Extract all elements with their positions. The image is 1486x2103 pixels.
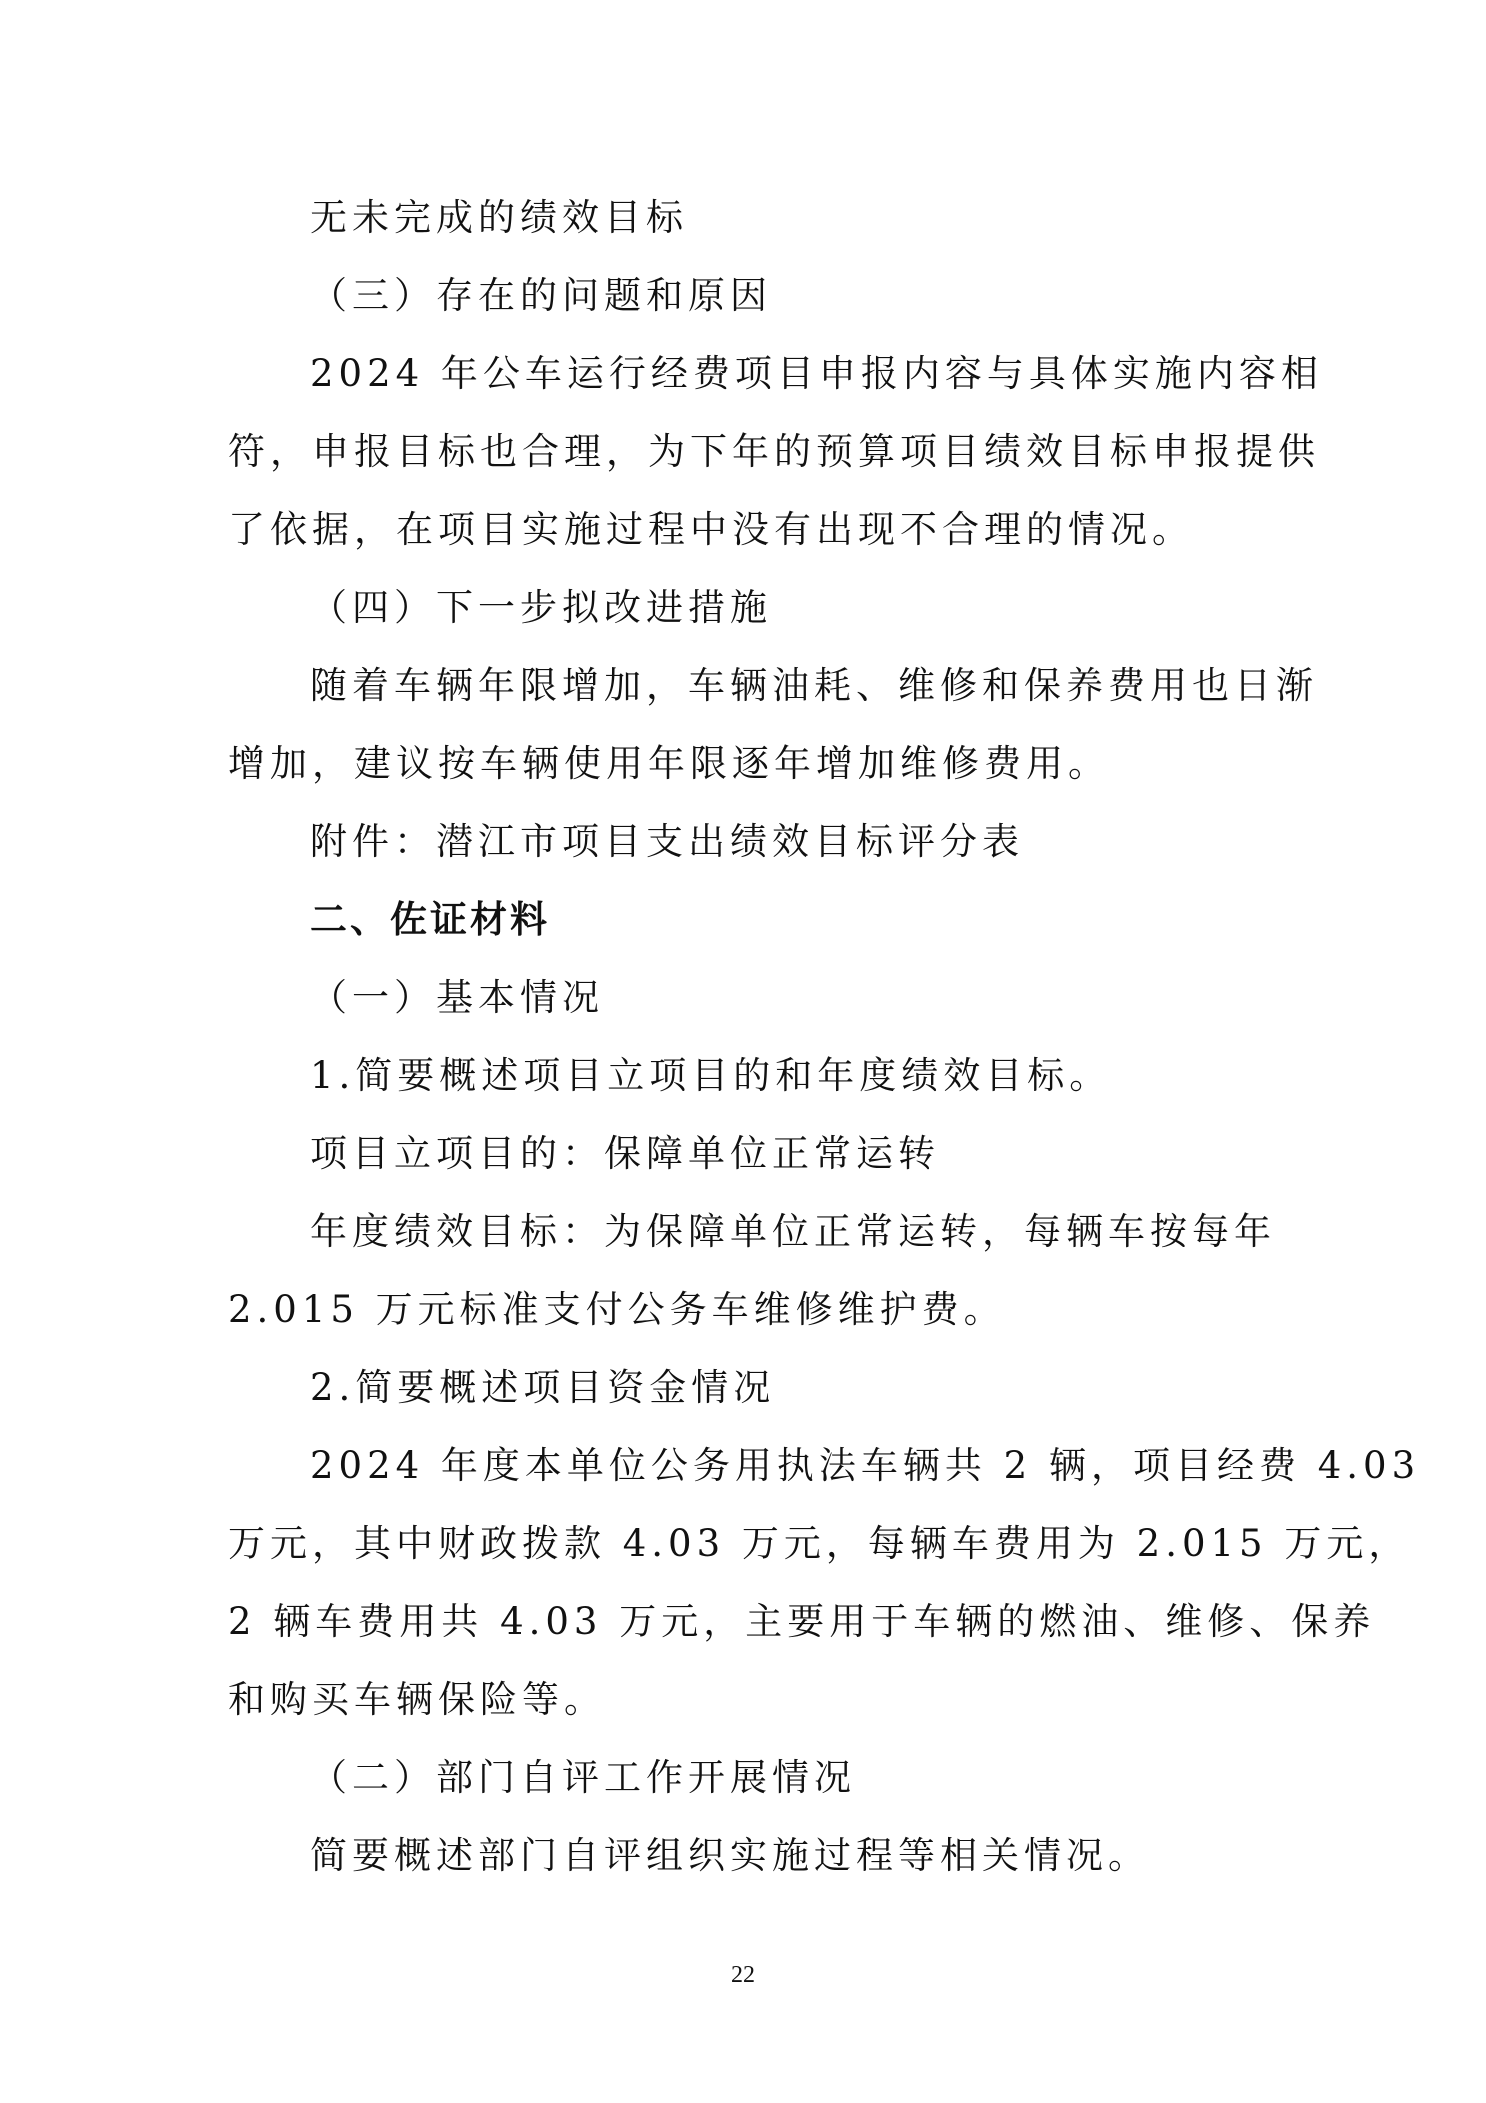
paragraph-line: 项目立项目的：保障单位正常运转 — [310, 1132, 940, 1175]
paragraph-line: 和购买车辆保险等。 — [228, 1678, 606, 1721]
paragraph-line: 年度绩效目标：为保障单位正常运转，每辆车按每年 — [310, 1210, 1276, 1253]
paragraph-line: 2024 年度本单位公务用执法车辆共 2 辆，项目经费 4.03 — [310, 1444, 1421, 1487]
paragraph-line: 万元，其中财政拨款 4.03 万元，每辆车费用为 2.015 万元， — [228, 1522, 1411, 1565]
section-heading-self-evaluation: （二）部门自评工作开展情况 — [310, 1756, 856, 1799]
paragraph-line: 随着车辆年限增加，车辆油耗、维修和保养费用也日渐 — [310, 664, 1318, 707]
paragraph-line: 符，申报目标也合理，为下年的预算项目绩效目标申报提供 — [228, 430, 1320, 473]
main-heading-supporting-materials: 二、佐证材料 — [310, 898, 550, 941]
attachment-note: 附件：潜江市项目支出绩效目标评分表 — [310, 820, 1024, 863]
paragraph-line: 2.015 万元标准支付公务车维修维护费。 — [228, 1288, 1006, 1331]
paragraph-line: 了依据，在项目实施过程中没有出现不合理的情况。 — [228, 508, 1194, 551]
paragraph-line: 2024 年公车运行经费项目申报内容与具体实施内容相 — [310, 352, 1323, 395]
section-heading-problems-and-causes: （三）存在的问题和原因 — [310, 274, 772, 317]
paragraph-line: 增加，建议按车辆使用年限逐年增加维修费用。 — [228, 742, 1110, 785]
text-line-no-unfinished-goals: 无未完成的绩效目标 — [310, 196, 688, 239]
numbered-item-2: 2.简要概述项目资金情况 — [310, 1366, 776, 1409]
section-heading-next-steps: （四）下一步拟改进措施 — [310, 586, 772, 629]
paragraph-line: 2 辆车费用共 4.03 万元，主要用于车辆的燃油、维修、保养 — [228, 1600, 1376, 1643]
numbered-item-1: 1.简要概述项目立项目的和年度绩效目标。 — [310, 1054, 1112, 1097]
paragraph-line: 简要概述部门自评组织实施过程等相关情况。 — [310, 1834, 1150, 1877]
section-heading-basic-situation: （一）基本情况 — [310, 976, 604, 1019]
page-number: 22 — [731, 1962, 755, 1988]
